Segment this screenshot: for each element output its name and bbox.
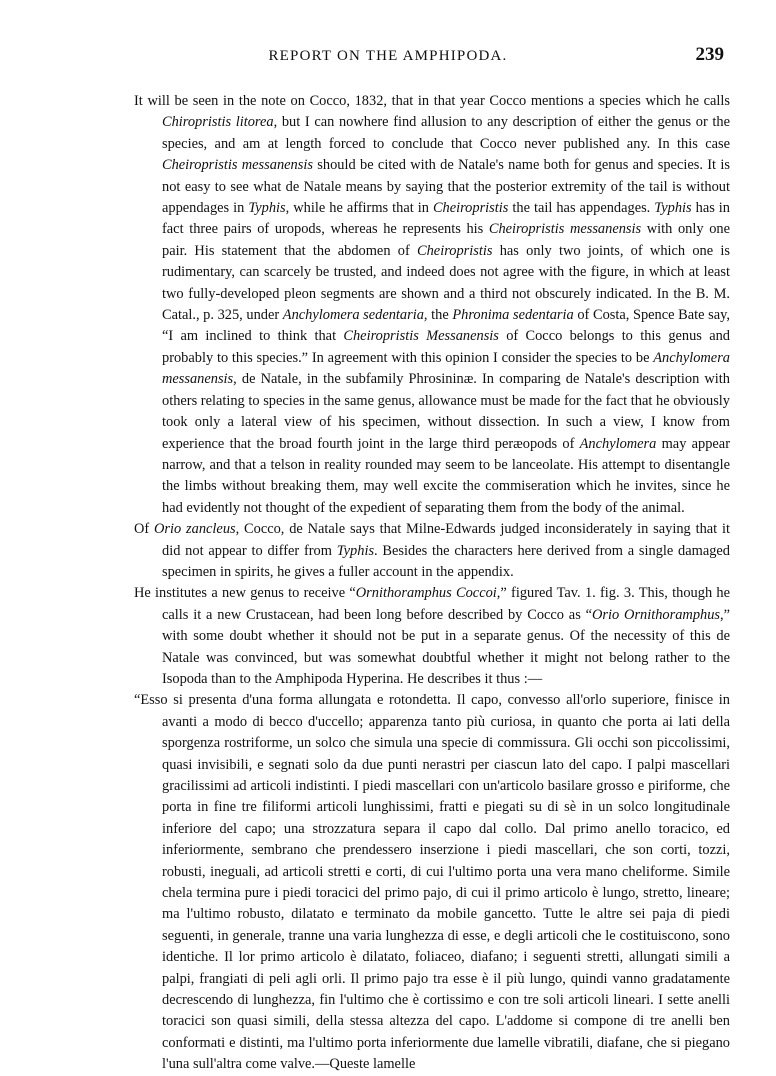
italic-text-run: Cheiropristis [432,200,509,217]
italic-text-run: Anchylomera messanensis [162,349,730,388]
text-run: , de Natale, in the subfamily Phrosininæ. In comparing de Natale's description with others relating to species in the same genus, allowance must be made for the fact that he obviously took only a lateral view of his specimen, without dissection. In such a view, I know from experience that the broad fourth joint in the large third peræopods of [162,371,730,452]
text-run: the tail has appendages. [508,200,655,217]
page-header [0,40,776,80]
text-run: . Besides the characters here derived from a single damaged specimen in spirits, he gives a fuller account in the appendix. [162,542,730,580]
text-run: of Costa, Spence Bate say, “I am inclined to think that [162,307,730,345]
italic-text-run: Orio Ornithoramphus [592,606,720,623]
italic-text-run: Phronima sedentaria [452,307,574,324]
text-run: should be cited with de Natale's name both for genus and species. It is not easy to see what de Natale means by saying that the posterior extremity of the tail is without appendages in [162,157,730,217]
body-text [134,91,730,1076]
text-run: He institutes a new genus to receive “ [134,585,356,602]
text-run: ,” with some doubt whether it should not be put in a separate genus. Of the necessity of this de Natale was convinced, but was somewhat doubtful whether it might not belong rather to the Isopoda than to the Amphipoda Hyperina. He describes it thus :— [162,606,730,687]
text-run: , but I can nowhere find allusion to any description of either the genus or the species, and am at length forced to conclude that Cocco never published any. In this case [162,114,731,152]
text-run: It will be seen in the note on Cocco, 1832, that in that year Cocco mentions a species which he calls [134,93,730,109]
paragraph [134,91,730,519]
italic-text-run: Typhis [654,200,692,217]
page-number: 239 [695,44,724,65]
italic-text-run: Anchylomera [579,435,657,452]
italic-text-run: Anchylomera sedentaria [282,307,424,324]
italic-text-run: Cheiropristis messanensis [488,221,642,238]
italic-text-run: Ornithoramphus Coccoi [355,585,497,602]
text-run: ,” figured Tav. 1. fig. 3. This, though he calls it a new Crustacean, had been long before described by Cocco as “ [162,585,730,623]
paragraph [134,519,730,583]
italic-text-run: Typhis [336,542,375,559]
italic-text-run: Typhis [248,200,286,217]
italic-text-run: Chiropristis litorea [162,114,274,131]
italic-text-run: Orio zancleus [154,521,236,538]
italic-text-run: Cheiropristis [417,242,493,259]
text-run: Of [134,521,155,538]
text-run: has in fact three pairs of uropods, whereas he represents his [162,200,731,238]
paragraph [134,690,730,1075]
text-run: of Cocco belongs to this genus and probably to this species.” In agreement with this opinion I consider the species to be [162,328,730,366]
italic-text-run: Cheiropristis messanensis [162,157,313,174]
text-run: , while he affirms that in [285,200,433,217]
running-title: REPORT ON THE AMPHIPODA. [268,48,508,64]
text-run: , the [423,307,453,324]
italic-text-run: Cheiropristis Messanensis [343,328,499,345]
text-run: may appear narrow, and that a telson in reality rounded may seem to be lanceolate. His attempt to disentangle the limbs without breaking them, may well excite the commiseration which he invites, since he had evidently not thought of the expedient of separating them from the body of the animal. [162,435,730,516]
text-run: , Cocco, de Natale says that Milne-Edwards judged inconsiderately in saying that it did not appear to differ from [162,521,730,559]
text-run: “Esso si presenta d'una forma allungata e rotondetta. Il capo, convesso all'orlo superiore, finisce in avanti a modo di becco d'uccello; apparenza tanto più curiosa, in quanto che porta ai lati della sporgenza rostriforme, un solco che simula una specie di commissura. Gli occhi son piccolissimi, quasi invisibili, e segnati solo da due punti nerastri per ciascun lato del capo. I palpi mascellari gracilissimi ad articoli indistinti. I piedi mascellari con un'articolo basilare grosso e piriforme, che porta in fine tre filiformi articoli lunghissimi, fratti e piegati su di sè in un solco longitudinale inferiore del capo; una strozzatura separa il capo dal collo. Dal primo anello toracico, ed inferiormente, sembrano che prendessero inserzione i piedi mascellari, che son corti, tozzi, robusti, ineguali, ad articoli stretti e corti, di cui l'ultimo porta una vera mano cheliforme. Simile chela termina pure i piedi toracici del primo pajo, di cui il primo articolo è lungo, stretto, lineare; ma l'ultimo robusto, dilatato e terminato da mobile gancetto. Tutte le altre sei paja di piedi seguenti, in generale, tranne una varia lunghezza di esse, e degli articoli che le costituiscono, sono identiche. Il lor primo articolo è dilatato, foliaceo, diafano; i seguenti stretti, allungati simili a palpi, frangiati di peli agli orli. Il primo pajo tra esse è il più lungo, quindi vanno gradatamente decrescendo di lunghezza, fin l'ultimo che è cortissimo e con tre soli articoli lineari. I sette anelli toracici son quasi simili, della stessa altezza del capo. L'addome si compone di tre anelli ben conformati e distinti, ma l'ultimo porta inferiormente due lamelle vibratili, diafane, che si piegano l'una sull'altra come valve.—Queste lamelle [134,692,730,1073]
text-run: has only two joints, of which one is rudimentary, can scarcely be trusted, and indeed does not agree with the figure, in which at least two fully-developed pleon segments are shown and a third not obscurely indicated. In the B. M. Catal., p. 325, under [162,242,730,324]
text-run: with only one pair. His statement that the abdomen of [162,221,730,259]
paragraph [134,583,730,690]
